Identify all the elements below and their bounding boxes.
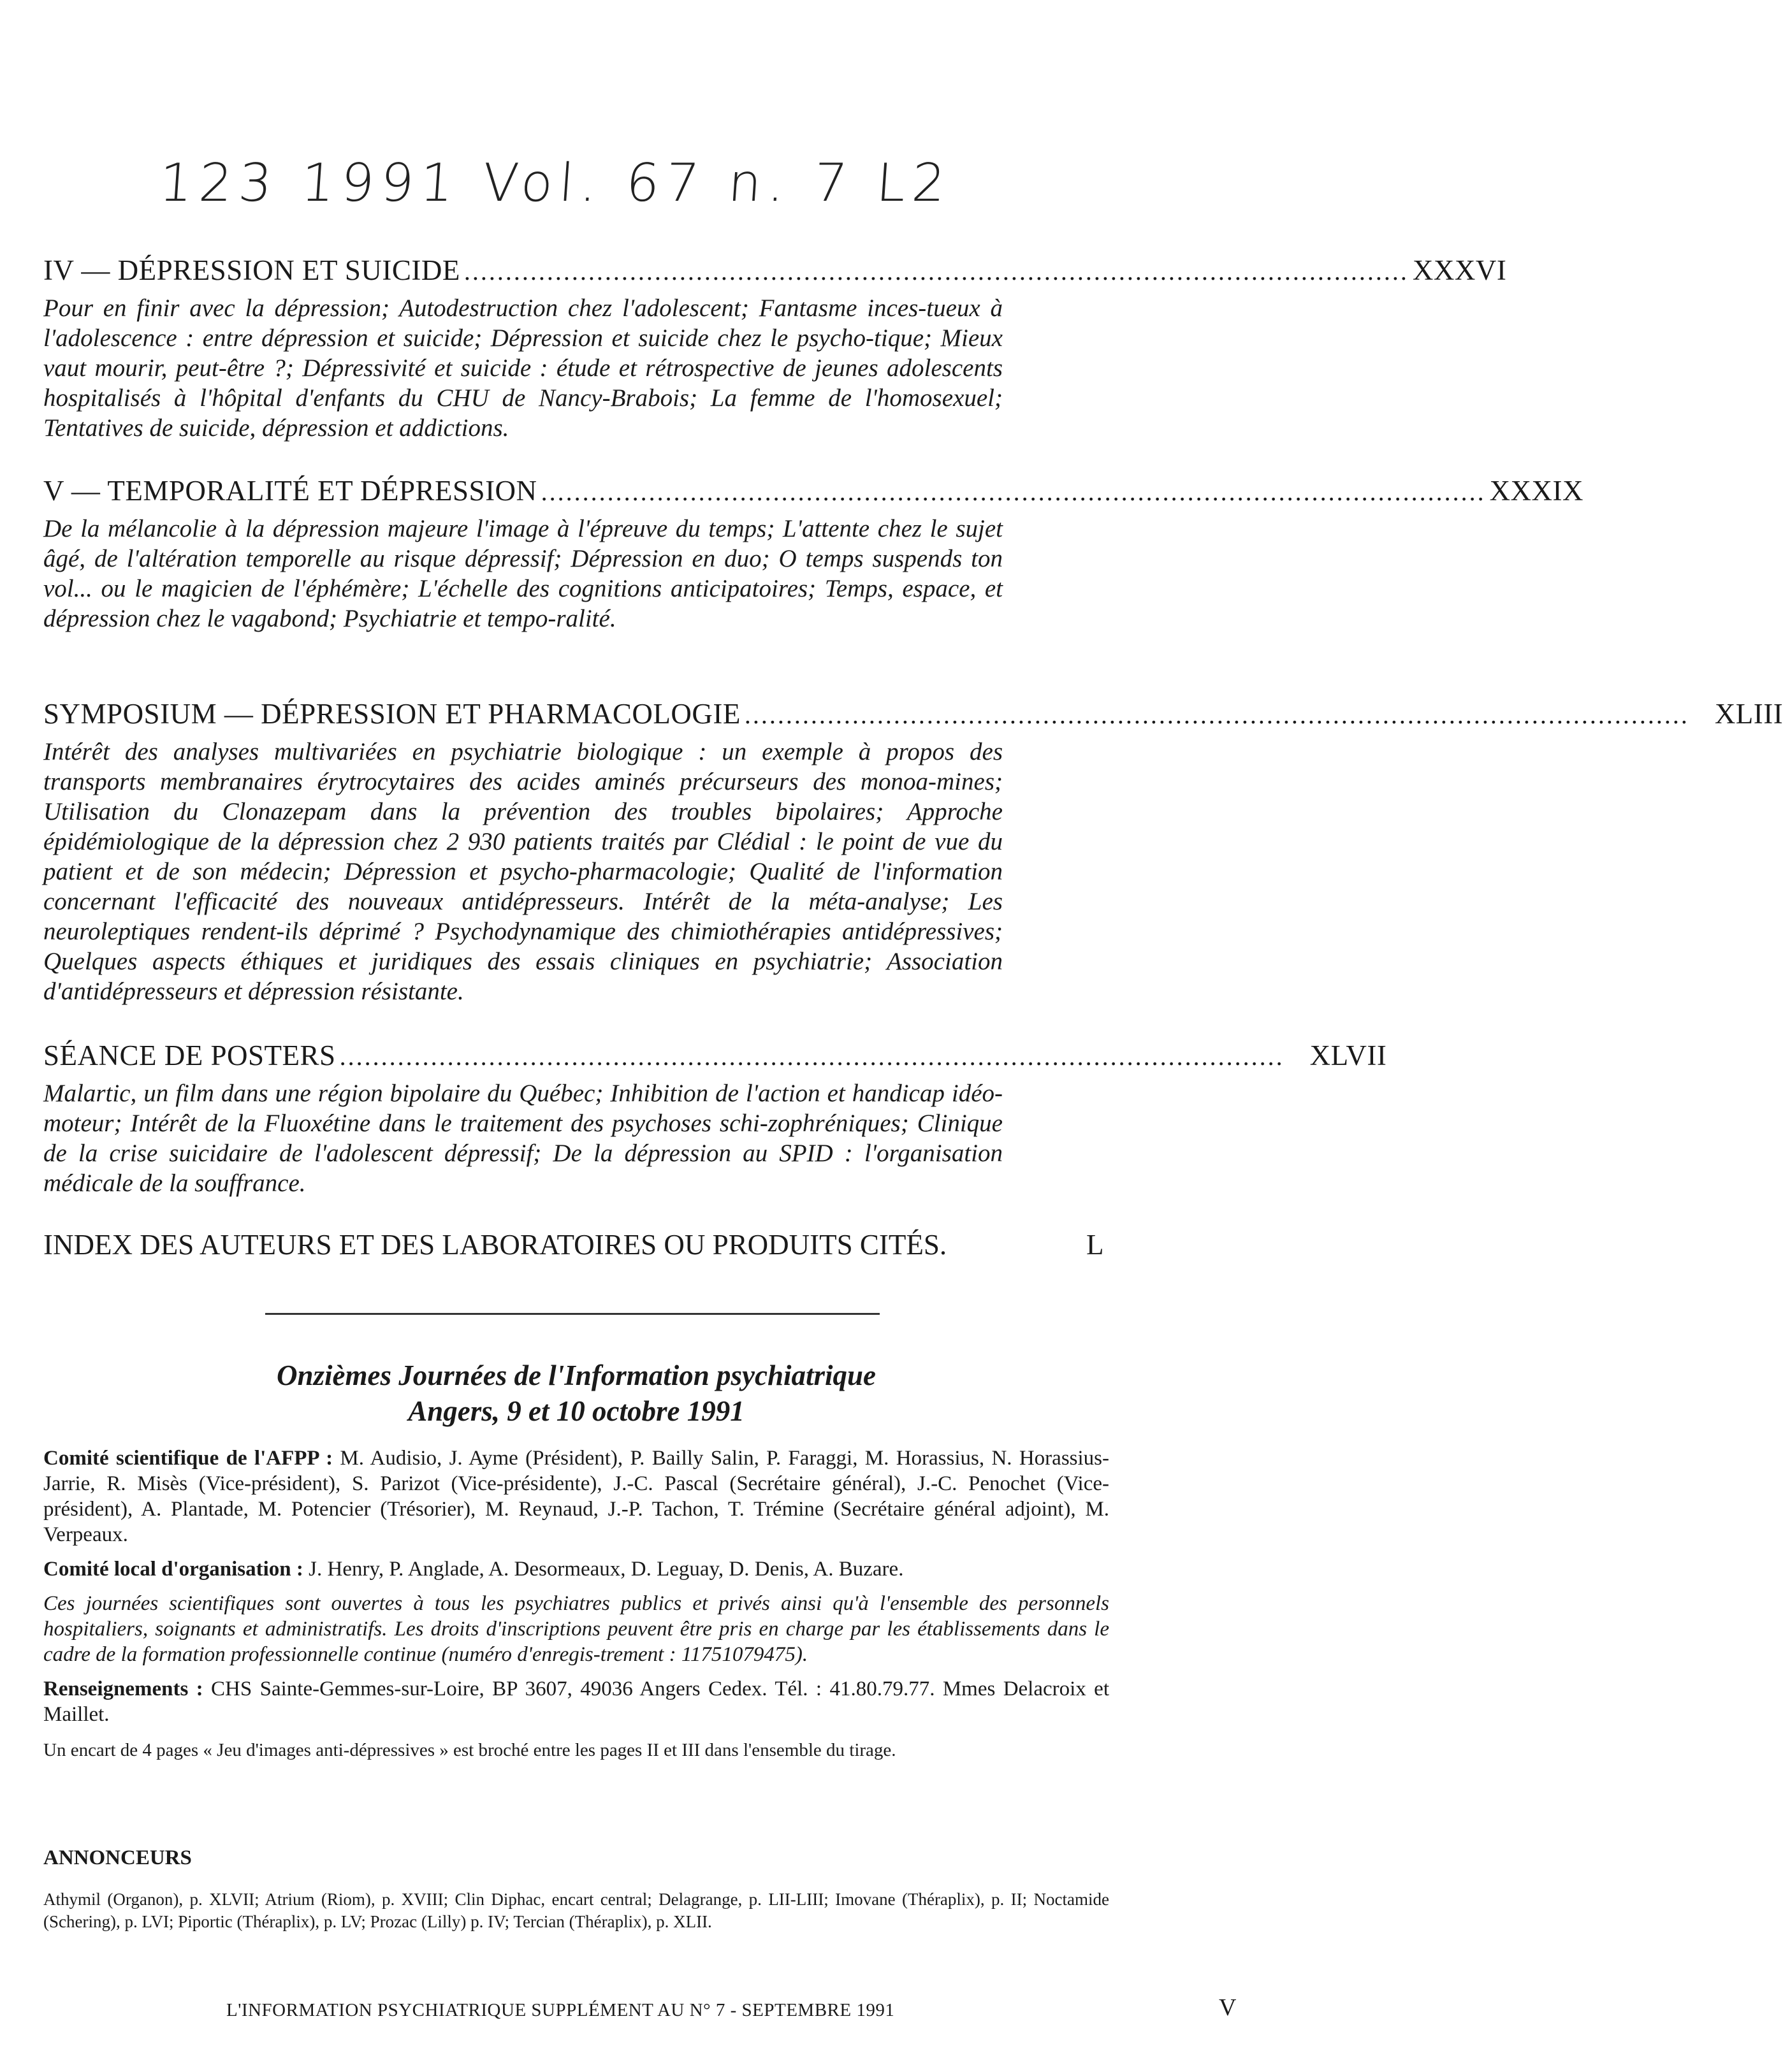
- toc-leader: ..................................................................................................................: [744, 700, 1689, 729]
- scientific-committee: [43, 1445, 1109, 1547]
- local-committee-members: J. Henry, P. Anglade, A. Desormeaux, D. Leguay, D. Denis, A. Buzare.: [309, 1558, 904, 1581]
- local-committee-label: Comité local d'organisation :: [43, 1558, 303, 1581]
- toc-description: Intérêt des analyses multivariées en psychiatrie biologique : un exemple à propos des transports membranaires érytrocytaires des acides aminés précurseurs des monoa-mines; Utilisation du Clonazepam dans la prévention des troubles bipolaires; Approche épidémiologique de la dépression chez 2 930 patients traités par Clédial : le point de vue du patient et de son médecin; Dépression et psycho-pharmacologie; Qualité de l'information concernant l'efficacité des nouveaux antidépresseurs. Intérêt de la méta-analyse; Les neuroleptiques rendent-ils déprimé ? Psychodynamique des chimiothérapies antidépressives; Quelques aspects éthiques et juridiques des essais cliniques en psychiatrie; Association d'antidépresseurs et dépression résistante.: [43, 738, 1003, 1005]
- scientific-committee-label: Comité scientifique de l'AFPP :: [43, 1447, 333, 1470]
- toc-section-depression-suicide: [43, 252, 1507, 443]
- toc-leader: ..................................................................................................................: [541, 477, 1486, 506]
- info-text: CHS Sainte-Gemmes-sur-Loire, BP 3607, 49036 Angers Cedex. Tél. : 41.80.79.77. Mmes Delacroix et Maillet.: [43, 1677, 1109, 1726]
- conference-description: Ces journées scientifiques sont ouvertes à tous les psychiatres publics et privés ainsi qu'à l'ensemble des personnels hospitaliers, soignants et administratifs. Les droits d'inscriptions peuvent être pris en charge par les établissements dans le cadre de la formation professionnelle continue (numéro d'enregis-trement : 11751079475).: [43, 1592, 1109, 1666]
- toc-section-index: [43, 1227, 1109, 1263]
- info-label: Renseignements :: [43, 1677, 203, 1700]
- toc-section-symposium: [43, 696, 1783, 1006]
- advertisers-heading: ANNONCEURS: [43, 1846, 192, 1869]
- local-committee: [43, 1556, 1109, 1582]
- toc-heading: [43, 473, 1584, 510]
- conference-date-place: Angers, 9 et 10 octobre 1991: [408, 1395, 745, 1427]
- toc-heading: [43, 696, 1783, 733]
- toc-leader: ..................................................................................................................: [463, 257, 1409, 286]
- advertisers-list: Athymil (Organon), p. XLVII; Atrium (Riom), p. XVIII; Clin Diphac, encart central; Delagrange, p. LII-LIII; Imovane (Théraplix), p. II; Noctamide (Schering), p. LVI; Piportic (Théraplix), p. LV; Prozac (Lilly) p. IV; Tercian (Théraplix), p. XLII.: [43, 1890, 1109, 1931]
- toc-title: SYMPOSIUM — DÉPRESSION ET PHARMACOLOGIE: [43, 698, 741, 730]
- handwritten-note: 123 1991 Vol. 67 n. 7 L2: [157, 153, 954, 214]
- toc-page: XXXVI: [1412, 254, 1507, 286]
- toc-section-temporalite: [43, 473, 1584, 634]
- toc-page: L: [1086, 1229, 1104, 1261]
- toc-page: XLIII: [1714, 698, 1783, 730]
- conference-announcement: [43, 1358, 1109, 1762]
- conference-info: [43, 1676, 1109, 1727]
- toc-page: XXXIX: [1489, 475, 1584, 507]
- toc-description: Pour en finir avec la dépression; Autodestruction chez l'adolescent; Fantasme inces-tueux à l'adolescence : entre dépression et suicide; Dépression et suicide chez le psycho-tique; Mieux vaut mourir, peut-être ?; Dépressivité et suicide : étude et rétrospective de jeunes adolescents hospitalisés à l'hôpital d'enfants du CHU de Nancy-Brabois; La femme de l'homosexuel; Tentatives de suicide, dépression et addictions.: [43, 294, 1003, 442]
- insert-note: Un encart de 4 pages « Jeu d'images anti-dépressives » est broché entre les pages II et III dans l'ensemble du tirage.: [43, 1740, 896, 1760]
- section-divider: [265, 1313, 880, 1315]
- toc-page: XLVII: [1309, 1040, 1387, 1071]
- toc-heading: [43, 252, 1507, 289]
- toc-title: SÉANCE DE POSTERS: [43, 1040, 336, 1071]
- conference-title: Onzièmes Journées de l'Information psychiatrique: [276, 1359, 877, 1391]
- footer-page-number: V: [1219, 1994, 1237, 2021]
- toc-heading: [43, 1227, 1109, 1263]
- toc-description: De la mélancolie à la dépression majeure l'image à l'épreuve du temps; L'attente chez le sujet âgé, de l'altération temporelle au risque dépressif; Dépression en duo; O temps suspends ton vol... ou le magicien de l'éphémère; L'échelle des cognitions anticipatoires; Temps, espace, et dépression chez le vagabond; Psychiatrie et tempo-ralité.: [43, 515, 1003, 632]
- footer-journal: L'INFORMATION PSYCHIATRIQUE SUPPLÉMENT AU N° 7 - SEPTEMBRE 1991: [226, 2000, 895, 2020]
- toc-description: Malartic, un film dans une région bipolaire du Québec; Inhibition de l'action et handicap idéo-moteur; Intérêt de la Fluoxétine dans le traitement des psychoses schi-zophréniques; Clinique de la crise suicidaire de l'adolescent dépressif; De la dépression au SPID : l'organisation médicale de la souffrance.: [43, 1080, 1003, 1197]
- scientific-committee-members: M. Audisio, J. Ayme (Président), P. Bailly Salin, P. Faraggi, M. Horassius, N. Horassius-Jarrie, R. Misès (Vice-président), S. Parizot (Vice-présidente), J.-C. Pascal (Secrétaire général), J.-C. Penochet (Vice-président), A. Plantade, M. Potencier (Trésorier), M. Reynaud, J.-P. Tachon, T. Trémine (Secrétaire général adjoint), M. Verpeaux.: [43, 1447, 1109, 1546]
- toc-title: INDEX DES AUTEURS ET DES LABORATOIRES OU PRODUITS CITÉS.: [43, 1229, 947, 1261]
- toc-title: IV — DÉPRESSION ET SUICIDE: [43, 254, 460, 286]
- toc-title: V — TEMPORALITÉ ET DÉPRESSION: [43, 475, 537, 507]
- toc-leader: ..................................................................................................................: [339, 1042, 1284, 1071]
- advertisers-section: [43, 1845, 1109, 1933]
- toc-heading: [43, 1038, 1387, 1075]
- toc-section-posters: [43, 1038, 1387, 1198]
